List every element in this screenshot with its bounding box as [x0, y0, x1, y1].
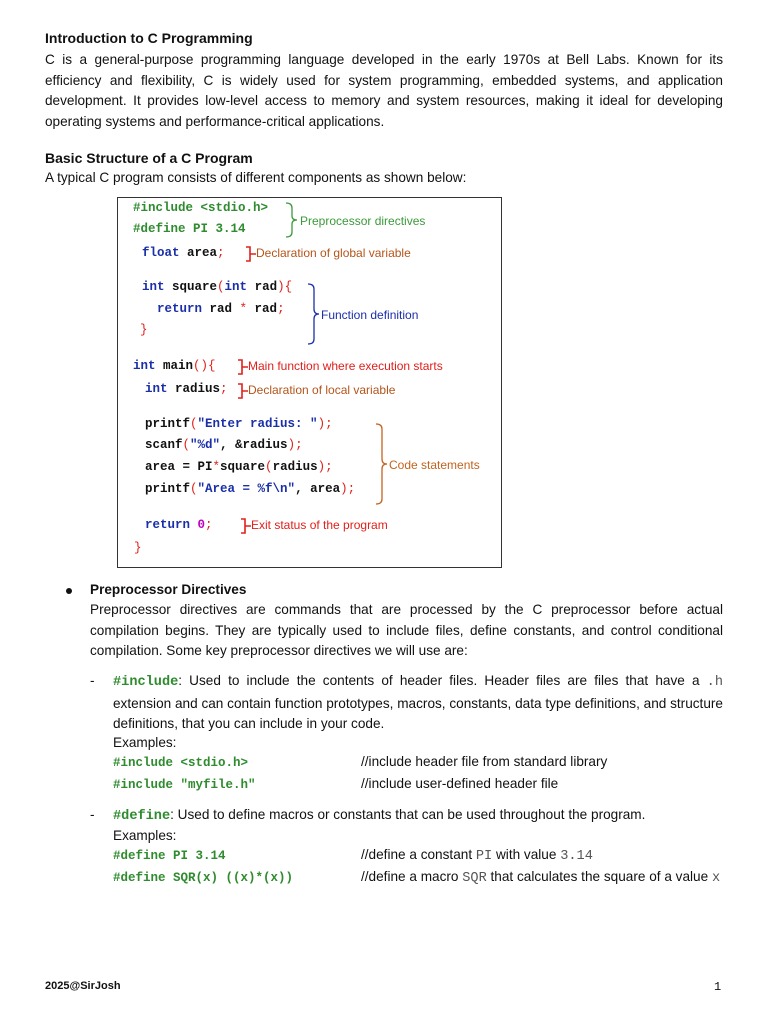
include-example-comment: //include header file from standard library [361, 754, 608, 769]
code-punct: ( [217, 280, 225, 294]
code-line-define [133, 222, 246, 236]
include-example-code: #include <stdio.h> [113, 756, 249, 770]
comment-text: that calculates the square of a value [486, 869, 712, 884]
annotation-code-statements: Code statements [389, 458, 480, 472]
code-punct: ); [317, 417, 333, 431]
code-text: square [220, 460, 266, 474]
code-kw: int [142, 280, 165, 294]
code-punct: ( [265, 460, 273, 474]
code-kw: return [157, 302, 203, 316]
code-string: "Area = %f\n" [197, 482, 296, 496]
code-line-area [145, 460, 333, 474]
comment-text: with value [492, 847, 561, 862]
comment-text: //define a constant [361, 847, 476, 862]
code-number: 0 [190, 518, 206, 532]
annotation-global-var: Declaration of global variable [256, 246, 411, 260]
code-punct: ( [182, 438, 191, 452]
include-examples-label: Examples: [113, 735, 177, 750]
code-punct: ; [205, 518, 213, 532]
code-line-return-rad [157, 302, 285, 316]
code-punct: ( [190, 482, 198, 496]
code-punct: } [134, 541, 142, 555]
code-line-main-close [134, 541, 142, 555]
code-line-main [133, 359, 216, 373]
code-text: scanf [145, 438, 183, 452]
code-line-func-close [140, 323, 148, 337]
code-text: , area [295, 482, 341, 496]
code-text: main [155, 359, 194, 373]
intro-title: Introduction to C Programming [45, 30, 253, 46]
include-description [113, 671, 723, 735]
structure-title: Basic Structure of a C Program [45, 150, 253, 166]
include-dash: - [90, 673, 95, 688]
code-punct: * [239, 302, 248, 316]
code-line-local [145, 382, 228, 396]
code-text: square [164, 280, 218, 294]
code-punct: } [140, 323, 148, 337]
code-line-global [142, 246, 225, 260]
preprocessor-paragraph: Preprocessor directives are commands that are processed by the C preprocessor before actual compilation begins. They are typically used to include files, define constants, and control conditional compilation. Some key preprocessor directives we will use are: [90, 602, 723, 658]
code-text: radius [272, 460, 318, 474]
code-text: , &radius [220, 438, 288, 452]
define-text: : Used to define macros or constants that can be used throughout the program. [170, 807, 646, 822]
function-brace-icon [306, 283, 320, 345]
code-punct: ){ [277, 280, 293, 294]
include-example-comment: //include user-defined header file [361, 776, 559, 791]
code-text: rad [247, 302, 278, 316]
code-kw: float [142, 246, 180, 260]
code-text: rad [247, 280, 278, 294]
code-string: "Enter radius: " [197, 417, 318, 431]
code-punct: ); [287, 438, 303, 452]
code-line-printf1 [145, 417, 333, 431]
code-punct: ; [220, 382, 228, 396]
code-line-scanf [145, 438, 303, 452]
code-punct: (){ [193, 359, 216, 373]
bullet-dot [66, 588, 72, 594]
annotation-preprocessor: Preprocessor directives [300, 214, 426, 228]
annotation-exit-status: Exit status of the program [251, 518, 388, 532]
code-text: radius [167, 382, 221, 396]
include-text-a: : Used to include the contents of header files. Header files are files that have a [178, 673, 707, 688]
code-punct: ; [217, 246, 225, 260]
code-line-func-sig [142, 280, 292, 294]
code-kw: int [145, 382, 168, 396]
comment-text: //define a macro [361, 869, 463, 884]
annotation-main-fn: Main function where execution starts [248, 359, 443, 373]
include-example-code: #include "myfile.h" [113, 778, 256, 792]
comment-code: PI [475, 849, 493, 864]
define-dash: - [90, 807, 95, 822]
code-kw: int [224, 280, 248, 294]
footer-copyright: 2025@SirJosh [45, 980, 121, 992]
define-keyword: #define [113, 809, 171, 824]
preprocessor-brace-icon [284, 202, 298, 238]
define-example-code: #define PI 3.14 [113, 849, 226, 863]
code-define: #define PI 3.14 [133, 222, 246, 236]
include-text-b: extension and can contain function prototypes, macros, constants, data type definitions, and structure definitions, that you can include in your code. [113, 695, 723, 731]
code-line-return0 [145, 518, 213, 532]
code-punct: ); [340, 482, 356, 496]
code-line-printf2 [145, 482, 355, 496]
define-example-comment [361, 847, 593, 864]
code-include: #include <stdio.h> [133, 201, 269, 215]
define-example-code: #define SQR(x) ((x)*(x)) [113, 871, 294, 885]
code-text: area = PI [145, 460, 213, 474]
page-number: 1 [714, 980, 722, 994]
code-string: "%d" [190, 438, 221, 452]
comment-code: 3.14 [560, 849, 593, 864]
code-line-include [133, 201, 268, 215]
preprocessor-title: Preprocessor Directives [90, 582, 247, 597]
code-text: area [179, 246, 218, 260]
code-punct: ); [317, 460, 333, 474]
include-keyword: #include [113, 675, 179, 690]
code-punct: ( [190, 417, 198, 431]
intro-paragraph: C is a general-purpose programming language developed in the early 1970s at Bell Labs. Known for its efficiency and flexibility, C is widely used for system programming, embedded systems, and application development. It provides low-level access to memory and system resources, making it ideal for developing operating systems and performance-critical applications. [45, 52, 723, 129]
annotation-local-var: Declaration of local variable [248, 383, 396, 397]
annotation-function-def: Function definition [321, 308, 419, 322]
define-example-comment [361, 869, 720, 886]
comment-code: x [711, 871, 721, 886]
define-examples-label: Examples: [113, 828, 177, 843]
code-kw: int [133, 359, 156, 373]
comment-code: SQR [462, 871, 487, 886]
code-punct: * [212, 460, 221, 474]
code-text: printf [145, 482, 191, 496]
code-punct: ; [277, 302, 285, 316]
header-extension: .h [706, 675, 723, 690]
code-text: rad [202, 302, 240, 316]
code-kw: return [145, 518, 191, 532]
code-statements-brace-icon [374, 423, 388, 505]
code-text: printf [145, 417, 191, 431]
define-description [113, 805, 723, 828]
structure-lead: A typical C program consists of different components as shown below: [45, 170, 467, 185]
